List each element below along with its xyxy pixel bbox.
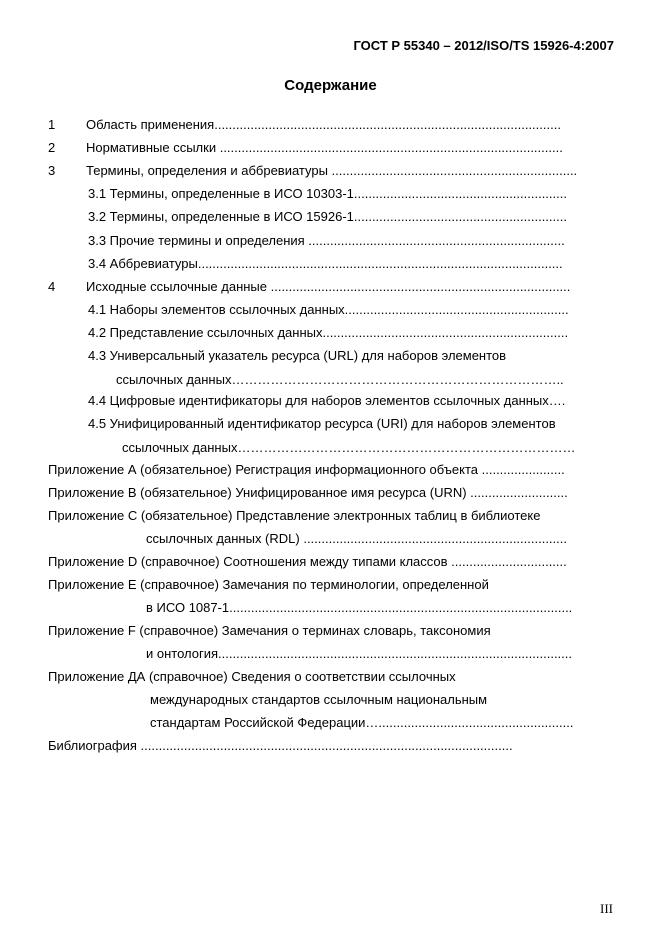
toc-entry-continued[interactable] [0, 439, 661, 457]
toc-entry[interactable] [0, 576, 661, 594]
page-title: Содержание [284, 77, 377, 94]
toc-entry[interactable] [0, 484, 661, 502]
toc-title: Нормативные ссылки ............................................................................................... [86, 140, 563, 155]
toc-title: Приложение F (справочное) Замечания о терминах словарь, таксономия [48, 623, 491, 638]
toc-entry[interactable] [0, 668, 661, 686]
toc-title: Приложение Е (справочное) Замечания по терминологии, определенной [48, 577, 489, 592]
toc-entry[interactable] [0, 116, 661, 134]
toc-entry[interactable] [0, 255, 661, 273]
toc-entry-continued[interactable] [0, 599, 661, 617]
toc-title: ссылочных данных…………………………………………………………………… [122, 440, 576, 455]
toc-number: 2 [48, 140, 56, 155]
toc-title: 4.4 Цифровые идентификаторы для наборов элементов ссылочных данных…. [88, 393, 566, 408]
toc-entry[interactable] [0, 278, 661, 296]
toc-entry-continued[interactable] [0, 645, 661, 663]
toc-entry-continued[interactable] [0, 691, 661, 709]
toc-entry[interactable] [0, 232, 661, 250]
toc-title: 4.3 Универсальный указатель ресурса (URL) для наборов элементов [88, 348, 507, 363]
toc-title: Исходные ссылочные данные ................................................................................... [86, 279, 571, 294]
toc-entry-continued[interactable] [0, 530, 661, 548]
toc-title: Термины, определения и аббревиатуры .................................................................... [86, 163, 578, 178]
toc-entry[interactable] [0, 392, 661, 410]
toc-entry[interactable] [0, 162, 661, 180]
toc-title: 4.2 Представление ссылочных данных.................................................................... [88, 325, 569, 340]
toc-title: Приложение ДА (справочное) Сведения о соответствии ссылочных [48, 669, 456, 684]
toc-title: международных стандартов ссылочным национальным [150, 692, 488, 707]
toc-entry[interactable] [0, 347, 661, 365]
toc-title: ссылочных данных (RDL) ......................................................................... [146, 531, 567, 546]
toc-entry[interactable] [0, 415, 661, 433]
toc-number: 4 [48, 279, 56, 294]
toc-entry[interactable] [0, 737, 661, 755]
toc-entry[interactable] [0, 139, 661, 157]
toc-entry[interactable] [0, 553, 661, 571]
toc-title: и онтология.................................................................................................. [146, 646, 572, 661]
toc-title: ссылочных данных………………………………………………………………….. [116, 372, 564, 387]
toc-entry[interactable] [0, 185, 661, 203]
toc-title: Приложение С (обязательное) Представление электронных таблиц в библиотеке [48, 508, 541, 523]
toc-title: Приложение А (обязательное) Регистрация информационного объекта ....................... [48, 462, 565, 477]
toc-entry[interactable] [0, 324, 661, 342]
toc-entry[interactable] [0, 622, 661, 640]
document-header: ГОСТ Р 55340 – 2012/ISO/TS 15926-4:2007 [353, 38, 614, 53]
toc-title: Приложение D (справочное) Соотношения между типами классов ................................ [48, 554, 567, 569]
toc-entry[interactable] [0, 461, 661, 479]
toc-title: в ИСО 1087-1............................................................................................... [146, 600, 573, 615]
toc-title: 3.2 Термины, определенные в ИСО 15926-1........................................................... [88, 209, 567, 224]
toc-entry[interactable] [0, 208, 661, 226]
toc-entry-continued[interactable] [0, 371, 661, 389]
toc-number: 3 [48, 163, 56, 178]
toc-entry[interactable] [0, 301, 661, 319]
toc-title: 3.3 Прочие термины и определения ....................................................................... [88, 233, 565, 248]
toc-title: 4.1 Наборы элементов ссылочных данных.............................................................. [88, 302, 569, 317]
toc-title: 3.4 Аббревиатуры..................................................................................................... [88, 256, 563, 271]
toc-entry[interactable] [0, 507, 661, 525]
toc-entry-continued[interactable] [0, 714, 661, 732]
toc-title: Библиография ....................................................................................................... [48, 738, 513, 753]
toc-title: Приложение В (обязательное) Унифицированное имя ресурса (URN) ........................... [48, 485, 568, 500]
page-number: III [600, 901, 613, 916]
toc-title: стандартам Российской Федерации…...................................................... [150, 715, 574, 730]
toc-title: 4.5 Унифицированный идентификатор ресурса (URI) для наборов элементов [88, 416, 556, 431]
toc-title: 3.1 Термины, определенные в ИСО 10303-1........................................................... [88, 186, 567, 201]
toc-number: 1 [48, 117, 56, 132]
toc-title: Область применения................................................................................................ [86, 117, 561, 132]
